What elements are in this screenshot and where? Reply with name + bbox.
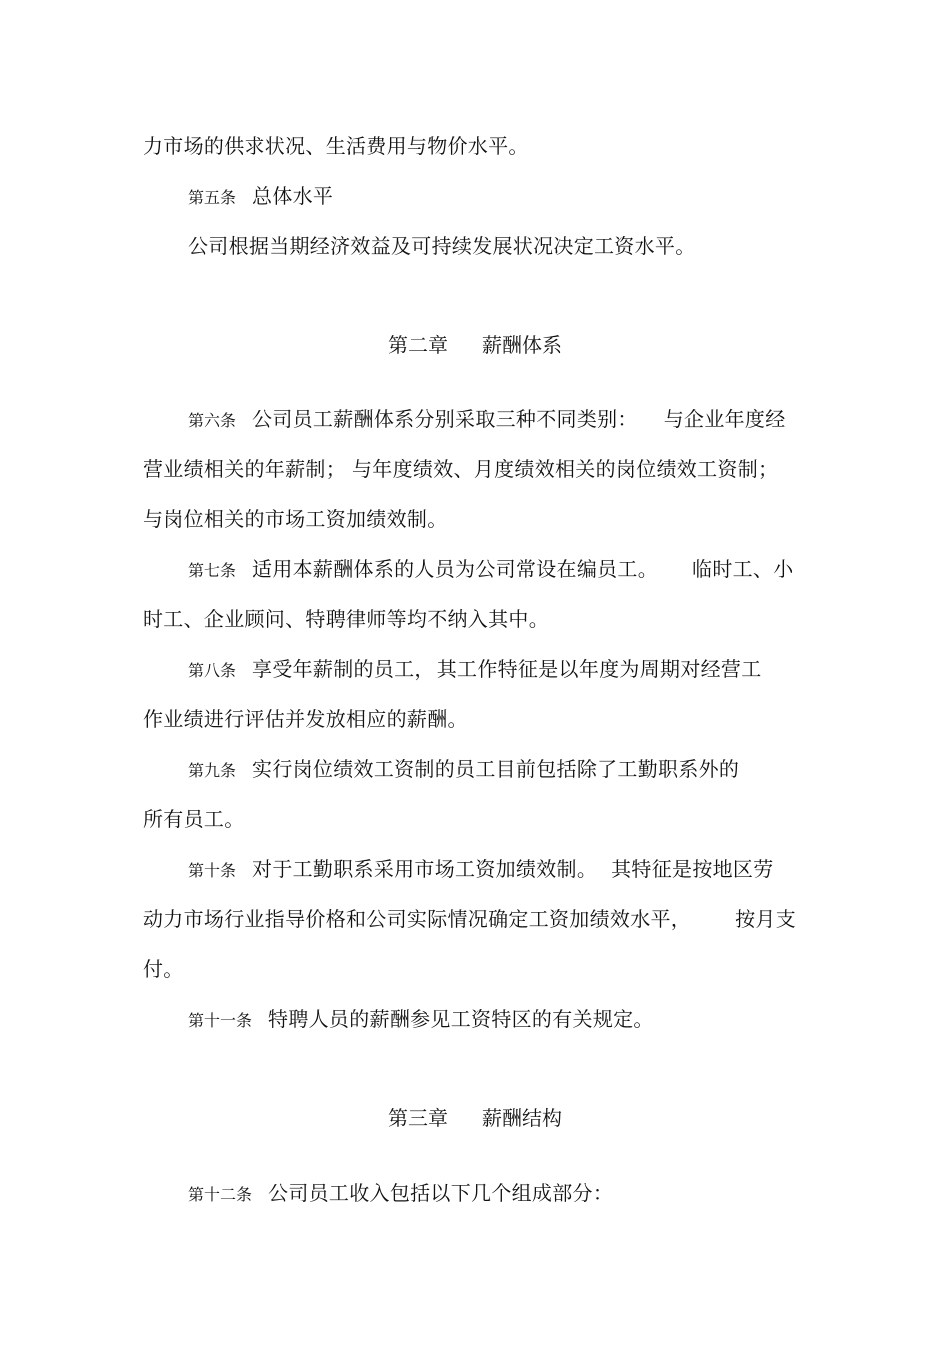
article-5 <box>188 182 333 212</box>
article-6 <box>188 405 786 435</box>
article-7 <box>188 555 794 585</box>
text-line <box>143 505 448 533</box>
line-text: 付。 <box>143 957 184 981</box>
line-text: 力市场的供求状况、生活费用与物价水平。 <box>143 134 529 158</box>
line-text: 其工作特征是以年度为周期对经营工 <box>436 657 762 681</box>
article-12 <box>188 1179 613 1209</box>
line-text: 其特征是按地区劳 <box>611 857 774 881</box>
line-text: 公司员工薪酬体系分别采取三种不同类别： <box>252 407 638 431</box>
line-text: 按月支 <box>735 907 797 931</box>
article-number: 第十一条 <box>188 1011 253 1030</box>
line-text: 与岗位相关的市场工资加绩效制。 <box>143 507 448 531</box>
line-text: 适用本薪酬体系的人员为公司常设在编员工。 <box>252 557 659 581</box>
line-text: 特聘人员的薪酬参见工资特区的有关规定。 <box>268 1007 654 1031</box>
article-title: 总体水平 <box>252 184 334 208</box>
article-number: 第六条 <box>188 411 237 430</box>
line-text: 时工、企业顾问、特聘律师等均不纳入其中。 <box>143 607 549 631</box>
line-text: 动力市场行业指导价格和公司实际情况确定工资加绩效水平， <box>143 907 692 931</box>
chapter-3-heading <box>0 1104 950 1132</box>
text-line <box>143 905 796 933</box>
article-number: 第五条 <box>188 188 237 207</box>
text-line <box>143 605 549 633</box>
text-line <box>143 805 245 833</box>
article-number: 第九条 <box>188 761 237 780</box>
text-line <box>143 955 184 983</box>
line-text: 临时工、小 <box>692 557 794 581</box>
article-number: 第七条 <box>188 561 237 580</box>
text-line <box>143 132 529 160</box>
chapter-title: 薪酬结构 <box>482 1106 562 1130</box>
text-line <box>188 232 696 260</box>
line-text: 作业绩进行评估并发放相应的薪酬。 <box>143 707 468 731</box>
line-text: 对于工勤职系采用市场工资加绩效制。 <box>252 857 598 881</box>
article-number: 第八条 <box>188 661 237 680</box>
article-number: 第十条 <box>188 861 237 880</box>
line-text: 所有员工。 <box>143 807 245 831</box>
chapter-label: 第二章 <box>388 333 448 357</box>
chapter-label: 第三章 <box>388 1106 448 1130</box>
text-line <box>143 455 778 483</box>
article-9 <box>188 755 739 785</box>
line-text: 公司员工收入包括以下几个组成部分： <box>268 1181 614 1205</box>
line-text: 与年度绩效、月度绩效相关的岗位绩效工资制； <box>352 457 779 481</box>
line-text: 与企业年度经 <box>663 407 786 431</box>
article-11 <box>188 1005 654 1035</box>
chapter-title: 薪酬体系 <box>482 333 562 357</box>
line-text: 实行岗位绩效工资制的员工目前包括除了工勤职系外的 <box>252 757 740 781</box>
line-text: 享受年薪制的员工， <box>252 657 435 681</box>
article-8 <box>188 655 762 685</box>
line-text: 公司根据当期经济效益及可持续发展状况决定工资水平。 <box>188 234 696 258</box>
line-text: 营业绩相关的年薪制； <box>143 457 346 481</box>
article-10 <box>188 855 774 885</box>
chapter-2-heading <box>0 331 950 359</box>
text-line <box>143 705 468 733</box>
article-number: 第十二条 <box>188 1185 253 1204</box>
